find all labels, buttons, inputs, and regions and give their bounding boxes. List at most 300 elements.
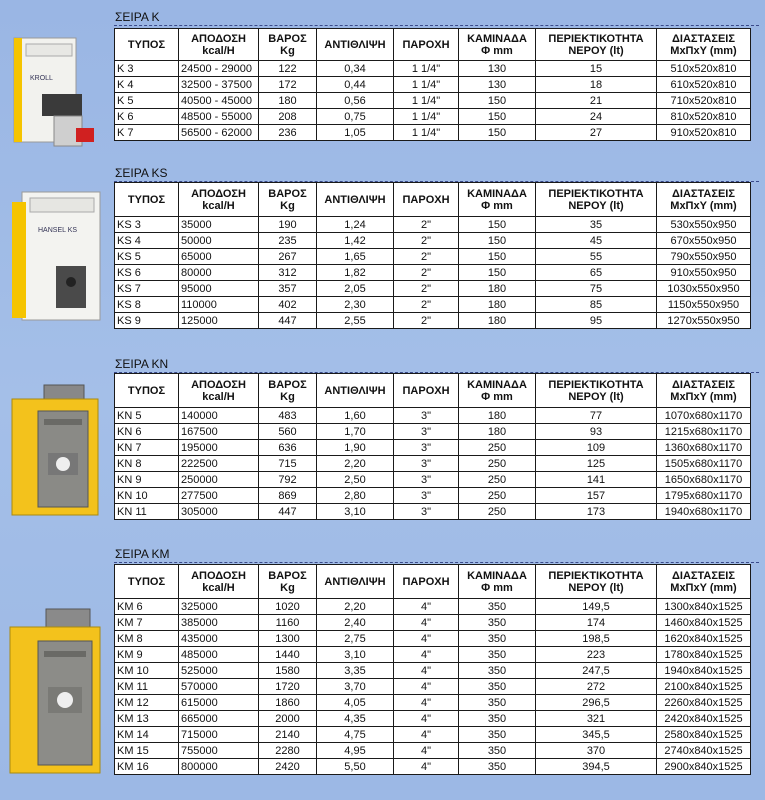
col-chimney: ΚΑΜΙΝΑΔΑ Φ mm [459, 374, 536, 408]
table-header-row [115, 374, 751, 408]
table-cell: 800000 [179, 759, 259, 775]
table-row [115, 727, 751, 743]
section-title: ΣΕΙΡΑ ΚΝ [115, 357, 169, 371]
boiler-k-label: KROLL [30, 75, 53, 82]
table-cell: 32500 - 37500 [179, 77, 259, 93]
table-cell: 447 [259, 313, 317, 329]
table-cell: 792 [259, 472, 317, 488]
table-cell: 2,75 [317, 631, 394, 647]
table-cell: 910x520x810 [657, 125, 751, 141]
table-cell: 636 [259, 440, 317, 456]
table-cell: KS 3 [115, 217, 179, 233]
table-cell: 1,05 [317, 125, 394, 141]
table-row [115, 233, 751, 249]
table-cell: 370 [536, 743, 657, 759]
table-cell: 665000 [179, 711, 259, 727]
table-cell: 1,24 [317, 217, 394, 233]
table-cell: 483 [259, 408, 317, 424]
table-cell: ΚΝ 6 [115, 424, 179, 440]
table-cell: 350 [459, 663, 536, 679]
table-row [115, 109, 751, 125]
table-cell: 1 1/4" [394, 125, 459, 141]
table-cell: 1650x680x1170 [657, 472, 751, 488]
table-cell: 65 [536, 265, 657, 281]
col-resistance: ΑΝΤΙΘΛΙΨΗ [317, 183, 394, 217]
table-cell: 75 [536, 281, 657, 297]
table-row [115, 647, 751, 663]
table-cell: 35000 [179, 217, 259, 233]
col-weight: ΒΑΡΟΣ Kg [259, 183, 317, 217]
table-cell: 109 [536, 440, 657, 456]
table-header-row [115, 183, 751, 217]
table-cell: 2420x840x1525 [657, 711, 751, 727]
table-cell: 325000 [179, 599, 259, 615]
table-cell: 40500 - 45000 [179, 93, 259, 109]
table-cell: 350 [459, 647, 536, 663]
table-cell: 2,80 [317, 488, 394, 504]
col-output: ΑΠΟΔΟΣΗ kcal/H [179, 29, 259, 61]
table-cell: 140000 [179, 408, 259, 424]
table-cell: 2" [394, 233, 459, 249]
table-cell: 277500 [179, 488, 259, 504]
table-cell: 1270x550x950 [657, 313, 751, 329]
table-cell: 250 [459, 504, 536, 520]
table-cell: 157 [536, 488, 657, 504]
boiler-ks-label: HANSEL KS [38, 227, 78, 234]
col-weight: ΒΑΡΟΣ Kg [259, 565, 317, 599]
table-row [115, 504, 751, 520]
table-cell: 4" [394, 679, 459, 695]
table-cell: 1795x680x1170 [657, 488, 751, 504]
table-cell: 150 [459, 249, 536, 265]
section-title: ΣΕΙΡΑ Κ [115, 10, 160, 24]
table-cell: 3" [394, 472, 459, 488]
table-cell: ΚΜ 10 [115, 663, 179, 679]
table-cell: 1505x680x1170 [657, 456, 751, 472]
table-cell: 2,55 [317, 313, 394, 329]
table-cell: ΚΜ 15 [115, 743, 179, 759]
table-cell: 180 [459, 408, 536, 424]
table-row [115, 281, 751, 297]
table-row [115, 759, 751, 775]
table-cell: 2420 [259, 759, 317, 775]
table-row [115, 711, 751, 727]
table-cell: 24 [536, 109, 657, 125]
table-cell: ΚΝ 5 [115, 408, 179, 424]
table-row [115, 679, 751, 695]
table-cell: 0,56 [317, 93, 394, 109]
col-chimney: ΚΑΜΙΝΑΔΑ Φ mm [459, 183, 536, 217]
table-cell: 2" [394, 249, 459, 265]
table-cell: Κ 6 [115, 109, 179, 125]
table-cell: 530x550x950 [657, 217, 751, 233]
table-cell: 1,70 [317, 424, 394, 440]
table-cell: 190 [259, 217, 317, 233]
table-row [115, 249, 751, 265]
table-cell: 250 [459, 488, 536, 504]
table-cell: 4,35 [317, 711, 394, 727]
table-cell: 610x520x810 [657, 77, 751, 93]
table-cell: 3" [394, 424, 459, 440]
table-cell: 95 [536, 313, 657, 329]
table-cell: 4" [394, 631, 459, 647]
table-body [115, 217, 751, 329]
table-cell: 350 [459, 759, 536, 775]
table-cell: 402 [259, 297, 317, 313]
table-cell: 485000 [179, 647, 259, 663]
table-cell: 173 [536, 504, 657, 520]
table-row [115, 695, 751, 711]
table-cell: ΚΜ 13 [115, 711, 179, 727]
table-cell: 150 [459, 109, 536, 125]
table-cell: 715000 [179, 727, 259, 743]
table-cell: 4" [394, 615, 459, 631]
table-cell: 130 [459, 77, 536, 93]
table-cell: 350 [459, 727, 536, 743]
table-cell: 4,05 [317, 695, 394, 711]
table-cell: 267 [259, 249, 317, 265]
table-cell: 4" [394, 695, 459, 711]
table-cell: 715 [259, 456, 317, 472]
section-divider [114, 562, 759, 563]
table-cell: 1 1/4" [394, 77, 459, 93]
table-cell: 810x520x810 [657, 109, 751, 125]
table-row [115, 408, 751, 424]
col-type: ΤΥΠΟΣ [115, 183, 179, 217]
table-cell: 560 [259, 424, 317, 440]
table-cell: 223 [536, 647, 657, 663]
col-chimney: ΚΑΜΙΝΑΔΑ Φ mm [459, 29, 536, 61]
table-cell: 2900x840x1525 [657, 759, 751, 775]
table-cell: 790x550x950 [657, 249, 751, 265]
table-cell: 1,65 [317, 249, 394, 265]
table-cell: 1940x840x1525 [657, 663, 751, 679]
table-cell: 3,10 [317, 504, 394, 520]
table-cell: 272 [536, 679, 657, 695]
table-cell: 869 [259, 488, 317, 504]
table-cell: 305000 [179, 504, 259, 520]
table-cell: 35 [536, 217, 657, 233]
spec-table-ks [114, 182, 751, 329]
table-cell: 350 [459, 631, 536, 647]
table-cell: 48500 - 55000 [179, 109, 259, 125]
col-dimensions: ΔΙΑΣΤΑΣΕΙΣ ΜxΠxY (mm) [657, 183, 751, 217]
table-cell: 0,44 [317, 77, 394, 93]
table-cell: 1070x680x1170 [657, 408, 751, 424]
table-cell: 55 [536, 249, 657, 265]
col-water: ΠΕΡΙΕΚΤΙΚΟΤΗΤΑ ΝΕΡΟΥ (lt) [536, 374, 657, 408]
table-cell: KS 8 [115, 297, 179, 313]
table-cell: ΚΜ 7 [115, 615, 179, 631]
table-row [115, 424, 751, 440]
table-cell: 2,20 [317, 599, 394, 615]
table-cell: 4,75 [317, 727, 394, 743]
table-cell: 350 [459, 695, 536, 711]
table-cell: 755000 [179, 743, 259, 759]
table-cell: 3" [394, 504, 459, 520]
table-cell: Κ 4 [115, 77, 179, 93]
col-chimney: ΚΑΜΙΝΑΔΑ Φ mm [459, 565, 536, 599]
table-cell: 95000 [179, 281, 259, 297]
table-cell: 1300x840x1525 [657, 599, 751, 615]
table-cell: 5,50 [317, 759, 394, 775]
table-cell: 321 [536, 711, 657, 727]
col-resistance: ΑΝΤΙΘΛΙΨΗ [317, 565, 394, 599]
table-cell: 350 [459, 599, 536, 615]
table-row [115, 313, 751, 329]
table-cell: 1460x840x1525 [657, 615, 751, 631]
table-cell: 3" [394, 440, 459, 456]
table-cell: 4" [394, 599, 459, 615]
boiler-ks-image [8, 188, 104, 326]
table-cell: 312 [259, 265, 317, 281]
col-supply: ΠΑΡΟΧΗ [394, 565, 459, 599]
table-cell: 167500 [179, 424, 259, 440]
table-cell: 247,5 [536, 663, 657, 679]
table-cell: 1,82 [317, 265, 394, 281]
table-cell: 141 [536, 472, 657, 488]
table-cell: 208 [259, 109, 317, 125]
col-type: ΤΥΠΟΣ [115, 29, 179, 61]
table-cell: 4" [394, 759, 459, 775]
table-cell: KS 7 [115, 281, 179, 297]
table-cell: 150 [459, 265, 536, 281]
table-cell: 1215x680x1170 [657, 424, 751, 440]
table-cell: 65000 [179, 249, 259, 265]
col-water: ΠΕΡΙΕΚΤΙΚΟΤΗΤΑ ΝΕΡΟΥ (lt) [536, 183, 657, 217]
table-row [115, 440, 751, 456]
col-resistance: ΑΝΤΙΘΛΙΨΗ [317, 29, 394, 61]
table-cell: 1620x840x1525 [657, 631, 751, 647]
table-cell: ΚΜ 8 [115, 631, 179, 647]
table-cell: 125000 [179, 313, 259, 329]
table-cell: 1,60 [317, 408, 394, 424]
table-cell: 0,75 [317, 109, 394, 125]
table-header-row [115, 565, 751, 599]
table-cell: 130 [459, 61, 536, 77]
table-cell: 56500 - 62000 [179, 125, 259, 141]
table-cell: 195000 [179, 440, 259, 456]
table-cell: 27 [536, 125, 657, 141]
table-cell: 525000 [179, 663, 259, 679]
table-cell: 149,5 [536, 599, 657, 615]
table-cell: ΚΝ 10 [115, 488, 179, 504]
table-cell: ΚΝ 8 [115, 456, 179, 472]
table-cell: 3,70 [317, 679, 394, 695]
table-cell: 2,40 [317, 615, 394, 631]
table-cell: 2,05 [317, 281, 394, 297]
table-cell: 180 [259, 93, 317, 109]
table-row [115, 61, 751, 77]
col-dimensions: ΔΙΑΣΤΑΣΕΙΣ ΜxΠxY (mm) [657, 374, 751, 408]
table-cell: 180 [459, 424, 536, 440]
table-cell: 2740x840x1525 [657, 743, 751, 759]
table-cell: 2,30 [317, 297, 394, 313]
table-row [115, 743, 751, 759]
table-row [115, 472, 751, 488]
table-cell: 345,5 [536, 727, 657, 743]
table-cell: 24500 - 29000 [179, 61, 259, 77]
table-cell: 250 [459, 456, 536, 472]
table-cell: 250000 [179, 472, 259, 488]
table-cell: 670x550x950 [657, 233, 751, 249]
table-cell: 2" [394, 313, 459, 329]
table-cell: 2140 [259, 727, 317, 743]
table-cell: 1 1/4" [394, 93, 459, 109]
table-cell: 357 [259, 281, 317, 297]
table-cell: 0,34 [317, 61, 394, 77]
table-cell: ΚΝ 7 [115, 440, 179, 456]
spec-table-km [114, 564, 751, 775]
table-cell: 1860 [259, 695, 317, 711]
table-row [115, 663, 751, 679]
table-cell: 1,42 [317, 233, 394, 249]
table-cell: 174 [536, 615, 657, 631]
col-output: ΑΠΟΔΟΣΗ kcal/H [179, 374, 259, 408]
table-cell: 4" [394, 647, 459, 663]
table-cell: 3" [394, 456, 459, 472]
table-cell: Κ 7 [115, 125, 179, 141]
table-cell: 250 [459, 440, 536, 456]
table-cell: 110000 [179, 297, 259, 313]
table-cell: 4" [394, 727, 459, 743]
table-row [115, 631, 751, 647]
table-cell: 2260x840x1525 [657, 695, 751, 711]
table-cell: 198,5 [536, 631, 657, 647]
col-weight: ΒΑΡΟΣ Kg [259, 29, 317, 61]
table-cell: 910x550x950 [657, 265, 751, 281]
table-cell: ΚΝ 11 [115, 504, 179, 520]
table-row [115, 265, 751, 281]
table-cell: 1 1/4" [394, 61, 459, 77]
table-cell: 222500 [179, 456, 259, 472]
table-cell: 350 [459, 679, 536, 695]
table-cell: 510x520x810 [657, 61, 751, 77]
table-cell: 2000 [259, 711, 317, 727]
table-cell: 125 [536, 456, 657, 472]
table-body [115, 61, 751, 141]
table-cell: 250 [459, 472, 536, 488]
table-cell: 2" [394, 265, 459, 281]
table-cell: KS 4 [115, 233, 179, 249]
table-row [115, 217, 751, 233]
section-title: ΣΕΙΡΑ ΚΜ [115, 547, 170, 561]
table-cell: 4,95 [317, 743, 394, 759]
table-cell: 2,20 [317, 456, 394, 472]
col-type: ΤΥΠΟΣ [115, 565, 179, 599]
table-cell: 4" [394, 711, 459, 727]
table-cell: 2" [394, 217, 459, 233]
table-row [115, 93, 751, 109]
table-cell: ΚΜ 16 [115, 759, 179, 775]
table-cell: 1440 [259, 647, 317, 663]
spec-table-k [114, 28, 751, 141]
table-row [115, 297, 751, 313]
table-cell: ΚΜ 11 [115, 679, 179, 695]
table-cell: ΚΜ 12 [115, 695, 179, 711]
table-cell: 85 [536, 297, 657, 313]
table-cell: ΚΜ 9 [115, 647, 179, 663]
table-cell: 4" [394, 743, 459, 759]
table-cell: 1,90 [317, 440, 394, 456]
col-supply: ΠΑΡΟΧΗ [394, 29, 459, 61]
table-cell: 150 [459, 93, 536, 109]
col-type: ΤΥΠΟΣ [115, 374, 179, 408]
spec-table-kn [114, 373, 751, 520]
table-cell: KS 5 [115, 249, 179, 265]
table-header-row [115, 29, 751, 61]
col-dimensions: ΔΙΑΣΤΑΣΕΙΣ ΜxΠxY (mm) [657, 29, 751, 61]
table-cell: 385000 [179, 615, 259, 631]
table-cell: 1300 [259, 631, 317, 647]
table-cell: 180 [459, 313, 536, 329]
table-cell: ΚΜ 6 [115, 599, 179, 615]
boiler-km-image [6, 607, 106, 777]
table-cell: 2100x840x1525 [657, 679, 751, 695]
table-cell: 350 [459, 711, 536, 727]
table-cell: 4" [394, 663, 459, 679]
table-cell: 77 [536, 408, 657, 424]
table-cell: 93 [536, 424, 657, 440]
table-cell: 150 [459, 233, 536, 249]
table-cell: 394,5 [536, 759, 657, 775]
table-cell: 615000 [179, 695, 259, 711]
table-cell: 150 [459, 125, 536, 141]
table-cell: 3,10 [317, 647, 394, 663]
table-cell: 150 [459, 217, 536, 233]
table-cell: 180 [459, 281, 536, 297]
table-cell: 18 [536, 77, 657, 93]
table-row [115, 488, 751, 504]
table-cell: 172 [259, 77, 317, 93]
table-row [115, 615, 751, 631]
table-body [115, 408, 751, 520]
table-cell: KS 9 [115, 313, 179, 329]
table-row [115, 77, 751, 93]
table-cell: 3" [394, 488, 459, 504]
col-output: ΑΠΟΔΟΣΗ kcal/H [179, 183, 259, 217]
col-water: ΠΕΡΙΕΚΤΙΚΟΤΗΤΑ ΝΕΡΟΥ (lt) [536, 29, 657, 61]
table-cell: 1780x840x1525 [657, 647, 751, 663]
col-water: ΠΕΡΙΕΚΤΙΚΟΤΗΤΑ ΝΕΡΟΥ (lt) [536, 565, 657, 599]
table-cell: 50000 [179, 233, 259, 249]
table-cell: 2" [394, 297, 459, 313]
col-supply: ΠΑΡΟΧΗ [394, 183, 459, 217]
table-cell: 15 [536, 61, 657, 77]
table-row [115, 599, 751, 615]
table-cell: 447 [259, 504, 317, 520]
table-row [115, 456, 751, 472]
table-row [115, 125, 751, 141]
table-cell: 350 [459, 615, 536, 631]
table-cell: 3" [394, 408, 459, 424]
boiler-kn-image [8, 383, 104, 519]
table-cell: 2280 [259, 743, 317, 759]
col-supply: ΠΑΡΟΧΗ [394, 374, 459, 408]
table-cell: 570000 [179, 679, 259, 695]
table-cell: 1150x550x950 [657, 297, 751, 313]
table-cell: 122 [259, 61, 317, 77]
table-cell: 1030x550x950 [657, 281, 751, 297]
table-body [115, 599, 751, 775]
table-cell: 1720 [259, 679, 317, 695]
table-cell: 1020 [259, 599, 317, 615]
table-cell: 435000 [179, 631, 259, 647]
table-cell: 1160 [259, 615, 317, 631]
table-cell: 21 [536, 93, 657, 109]
table-cell: KS 6 [115, 265, 179, 281]
section-title: ΣΕΙΡΑ KS [115, 166, 168, 180]
